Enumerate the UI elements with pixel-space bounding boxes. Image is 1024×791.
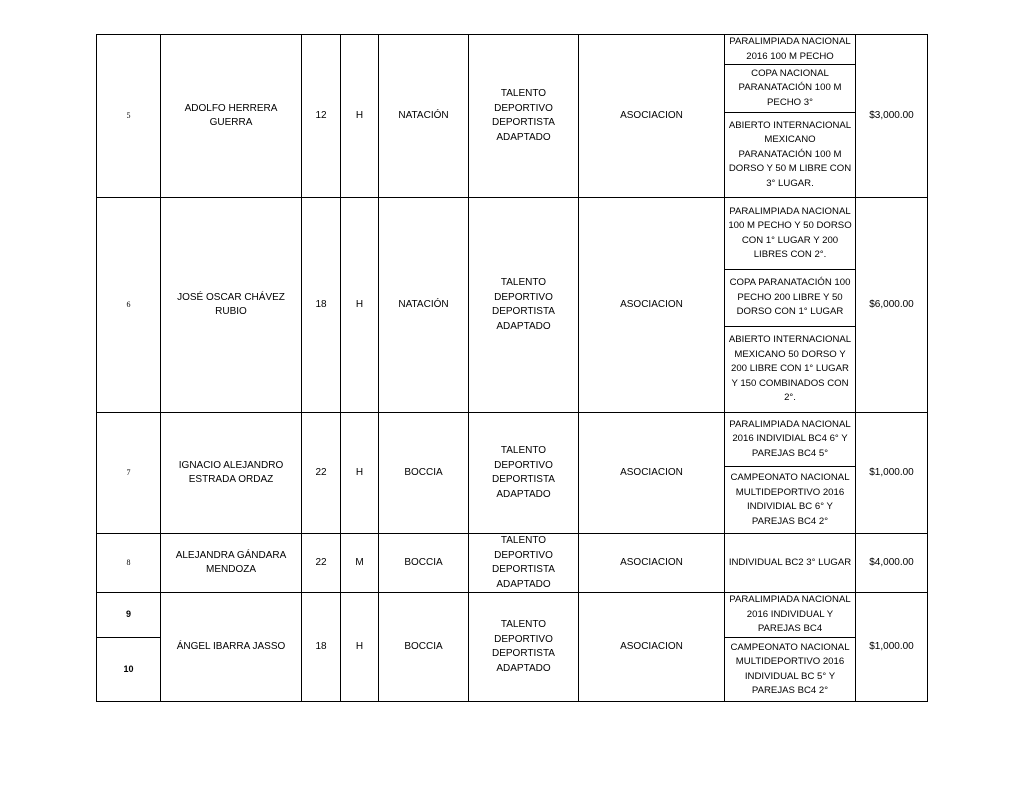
athlete-name: ÁNGEL IBARRA JASSO (161, 593, 302, 702)
support-amount: $3,000.00 (856, 35, 928, 198)
athlete-type: ASOCIACION (579, 534, 725, 593)
athlete-type: ASOCIACION (579, 413, 725, 534)
table-row (97, 593, 928, 638)
athlete-age: 18 (302, 593, 341, 702)
row-number (97, 638, 161, 702)
athlete-age: 22 (302, 534, 341, 593)
competition-result: PARALIMPIADA NACIONAL 2016 INDIVIDIAL BC4 6° Y PAREJAS BC4 5° (725, 413, 856, 467)
support-amount: $1,000.00 (856, 413, 928, 534)
athlete-sport: BOCCIA (379, 593, 469, 702)
athlete-name: ALEJANDRA GÁNDARA MENDOZA (161, 534, 302, 593)
table-row (97, 35, 928, 65)
athlete-sex: H (341, 198, 379, 413)
support-amount: $1,000.00 (856, 593, 928, 702)
athlete-category: TALENTO DEPORTIVO DEPORTISTA ADAPTADO (469, 413, 579, 534)
competition-result: ABIERTO INTERNACIONAL MEXICANO 50 DORSO Y 200 LIBRE CON 1° LUGAR Y 150 COMBINADOS CON 2°. (725, 327, 856, 413)
athlete-category: TALENTO DEPORTIVO DEPORTISTA ADAPTADO (469, 35, 579, 198)
athlete-name: ADOLFO HERRERA GUERRA (161, 35, 302, 198)
competition-result: COPA PARANATACIÓN 100 PECHO 200 LIBRE Y 50 DORSO CON 1° LUGAR (725, 270, 856, 327)
row-number-bold: 10 (123, 663, 134, 674)
table-row (97, 198, 928, 270)
competition-result: PARALIMPIADA NACIONAL 100 M PECHO Y 50 DORSO CON 1° LUGAR Y 200 LIBRES CON 2°. (725, 198, 856, 270)
athlete-sex: H (341, 593, 379, 702)
athlete-category: TALENTO DEPORTIVO DEPORTISTA ADAPTADO (469, 593, 579, 702)
athlete-sport: NATACIÓN (379, 35, 469, 198)
row-number (97, 593, 161, 638)
competition-result: INDIVIDUAL BC2 3° LUGAR (725, 534, 856, 593)
athlete-type: ASOCIACION (579, 198, 725, 413)
athlete-sport: BOCCIA (379, 413, 469, 534)
athlete-sex: H (341, 35, 379, 198)
athlete-type: ASOCIACION (579, 35, 725, 198)
table-row (97, 534, 928, 593)
athlete-age: 18 (302, 198, 341, 413)
athlete-sport: NATACIÓN (379, 198, 469, 413)
athlete-age: 12 (302, 35, 341, 198)
row-number: 7 (97, 413, 161, 534)
support-amount: $4,000.00 (856, 534, 928, 593)
row-number: 5 (97, 35, 161, 198)
row-number: 8 (97, 534, 161, 593)
competition-result: CAMPEONATO NACIONAL MULTIDEPORTIVO 2016 INDIVIDIAL BC 6° Y PAREJAS BC4 2° (725, 467, 856, 534)
competition-result: ABIERTO INTERNACIONAL MEXICANO PARANATACIÓN 100 M DORSO Y 50 M LIBRE CON 3° LUGAR. (725, 113, 856, 198)
table-row (97, 413, 928, 467)
athlete-category: TALENTO DEPORTIVO DEPORTISTA ADAPTADO (469, 534, 579, 593)
row-number-bold: 9 (125, 609, 131, 620)
row-number: 6 (97, 198, 161, 413)
athlete-sex: H (341, 413, 379, 534)
athlete-type: ASOCIACION (579, 593, 725, 702)
athlete-name: JOSÉ OSCAR CHÁVEZ RUBIO (161, 198, 302, 413)
competition-result: COPA NACIONAL PARANATACIÓN 100 M PECHO 3° (725, 65, 856, 113)
athletes-table (96, 34, 928, 702)
competition-result: PARALIMPIADA NACIONAL 2016 INDIVIDUAL Y PAREJAS BC4 (725, 593, 856, 638)
athlete-name: IGNACIO ALEJANDRO ESTRADA ORDAZ (161, 413, 302, 534)
athlete-sport: BOCCIA (379, 534, 469, 593)
support-amount: $6,000.00 (856, 198, 928, 413)
athlete-age: 22 (302, 413, 341, 534)
competition-result: CAMPEONATO NACIONAL MULTIDEPORTIVO 2016 INDIVIDUAL BC 5° Y PAREJAS BC4 2° (725, 638, 856, 702)
athlete-category: TALENTO DEPORTIVO DEPORTISTA ADAPTADO (469, 198, 579, 413)
athlete-sex: M (341, 534, 379, 593)
competition-result: PARALIMPIADA NACIONAL 2016 100 M PECHO (725, 35, 856, 65)
